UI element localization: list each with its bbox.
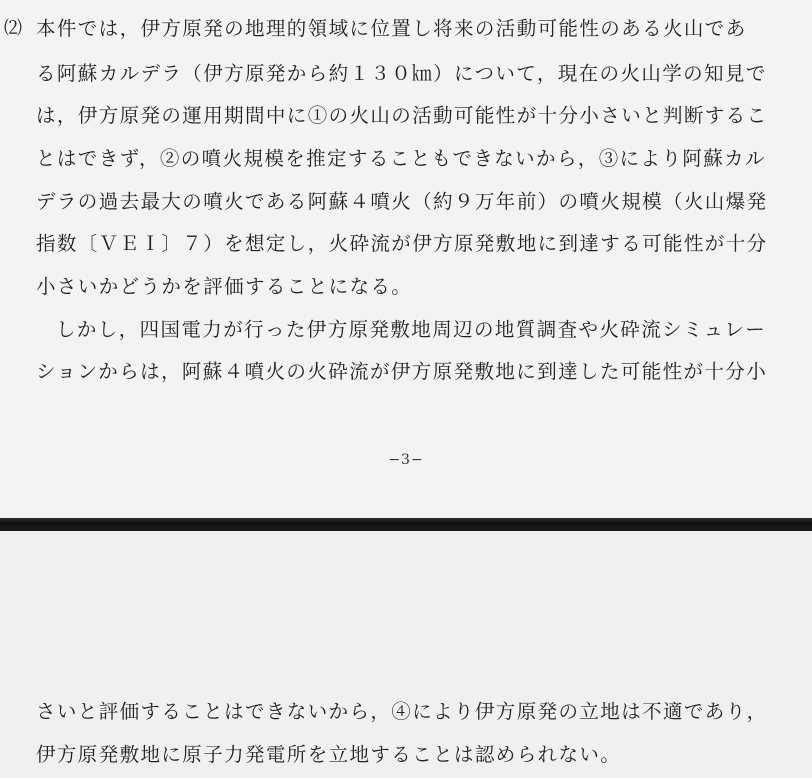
paragraph-line-8: しかし，四国電力が行った伊方原発敷地周辺の地質調査や火砕流シミュレー: [56, 318, 767, 341]
paragraph-line-3: は，伊方原発の運用期間中に①の火山の活動可能性が十分小さいと判断するこ: [36, 104, 768, 127]
document-page-4: [0, 531, 812, 778]
paragraph-line-9: ションからは，阿蘇４噴火の火砕流が伊方原発敷地に到達した可能性が十分小: [36, 360, 768, 383]
paragraph-line-7: 小さいかどうかを評価することになる。: [36, 275, 413, 298]
page-divider: [0, 518, 812, 531]
page-number: −3−: [388, 452, 424, 468]
paragraph-line-11: 伊方原発敷地に原子力発電所を立地することは認められない。: [36, 743, 622, 766]
paragraph-line-5: デラの過去最大の噴火である阿蘇４噴火（約９万年前）の噴火規模（火山爆発: [36, 190, 768, 213]
paragraph-line-2: る阿蘇カルデラ（伊方原発から約１３０㎞）について，現在の火山学の知見で: [36, 62, 767, 85]
item-number: ⑵: [4, 18, 22, 39]
paragraph-line-4: とはできず，②の噴火規模を推定することもできないから，③により阿蘇カル: [36, 147, 766, 170]
paragraph-line-1: 本件では，伊方原発の地理的領域に位置し将来の活動可能性のある火山であ: [36, 17, 747, 40]
paragraph-line-10: さいと評価することはできないから，④により伊方原発の立地は不適であり，: [36, 700, 768, 723]
paragraph-line-6: 指数〔ＶＥＩ〕７）を想定し，火砕流が伊方原発敷地に到達する可能性が十分: [36, 232, 768, 255]
